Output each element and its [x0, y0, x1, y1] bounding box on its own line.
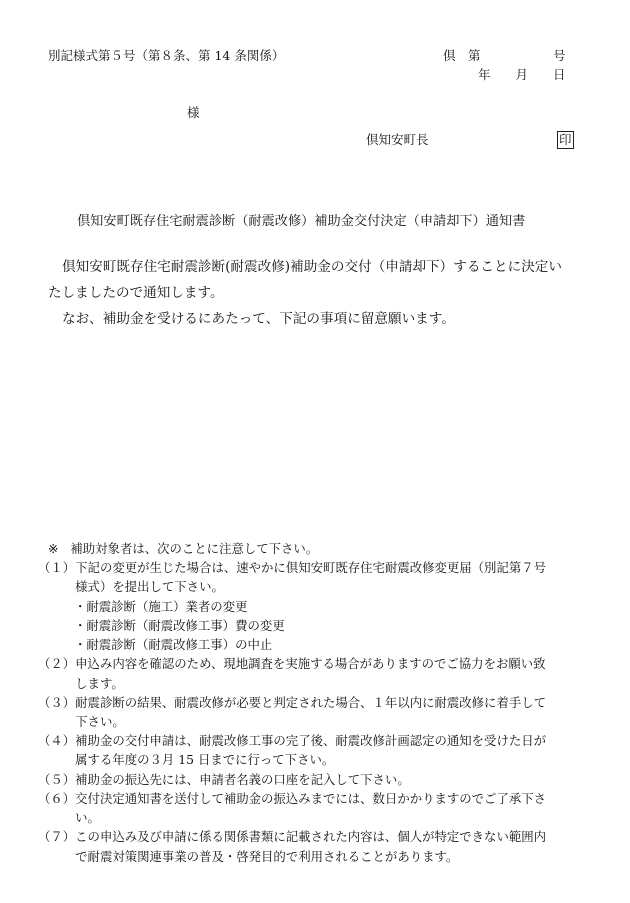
note-number: （１） [38, 560, 76, 576]
note-line: 下記の変更が生じた場合は、速やかに倶知安町既存住宅耐震改修変更届（別記第７号 [75, 560, 547, 576]
note-item-5 [38, 770, 583, 789]
note-line: 属する年度の３月 15 日までに行って下さい。 [75, 752, 335, 768]
note-line: します。 [75, 675, 124, 691]
document-number-suffix: 号 [553, 48, 566, 63]
note-item-7 [38, 827, 583, 865]
note-item-3 [38, 693, 583, 731]
note-line: で耐震対策関連事業の普及・啓発目的で利用されることがあります。 [75, 848, 459, 864]
notes-heading-text: 補助対象者は、次のことに注意して下さい。 [70, 541, 319, 556]
note-number: （７） [38, 829, 76, 845]
note-number: （２） [38, 656, 76, 672]
note-line: 下さい。 [75, 713, 125, 729]
note-line: 交付決定通知書を送付して補助金の振込みまでには、数日かかりますのでご了承下さ [75, 790, 547, 806]
seal-mark: 印 [557, 131, 574, 149]
body-line-2: たしましたので通知します。 [48, 285, 224, 301]
bullet-item: ・耐震診断（耐震改修工事）費の変更 [74, 617, 285, 633]
form-number: 別記様式第５号（第８条、第 14 条関係） [48, 48, 285, 63]
notes-heading-mark: ※ [48, 541, 59, 556]
note-line: 申込み内容を確認のため、現地調査を実施する場合がありますのでご協力をお願い致 [75, 656, 546, 672]
note-line: 耐震診断の結果、耐震改修が必要と判定された場合、１年以内に耐震改修に着手して [75, 694, 547, 710]
document-title: 倶知安町既存住宅耐震診断（耐震改修）補助金交付決定（申請却下）通知書 [77, 214, 526, 229]
bullet-item: ・耐震診断（耐震改修工事）の中止 [74, 637, 273, 653]
notes-heading [48, 539, 583, 558]
note-line: この申込み及び申請に係る関係書類に記載された内容は、個人が特定できない範囲内 [75, 829, 547, 845]
note-line: 補助金の交付申請は、耐震改修工事の完了後、耐震改修計画認定の通知を受けた日が [75, 733, 547, 749]
issuer-name: 倶知安町長 [366, 132, 429, 147]
note-line: 補助金の振込先には、申請者名義の口座を記入して下さい。 [75, 771, 410, 787]
note-line: 様式）を提出して下さい。 [75, 579, 224, 595]
issue-date: 年 月 日 [478, 67, 566, 82]
note-number: （３） [38, 694, 76, 710]
bullet-item: ・耐震診断（施工）業者の変更 [74, 598, 248, 614]
note-line: い。 [75, 810, 100, 826]
body-line-1: 倶知安町既存住宅耐震診断(耐震改修)補助金の交付（申請却下）することに決定い [62, 259, 562, 275]
body-line-3: なお、補助金を受けるにあたって、下記の事項に留意願います。 [62, 311, 455, 327]
recipient-honorific: 様 [187, 105, 200, 120]
notes-section [38, 539, 583, 866]
note-item-2 [38, 654, 583, 692]
note-number: （４） [38, 733, 76, 749]
note-item-1 [38, 558, 583, 596]
note-number: （５） [38, 771, 76, 787]
note-item-6 [38, 789, 583, 827]
document-number-prefix: 倶 第 [443, 48, 481, 63]
note-item-4 [38, 731, 583, 769]
note-number: （６） [38, 790, 76, 806]
